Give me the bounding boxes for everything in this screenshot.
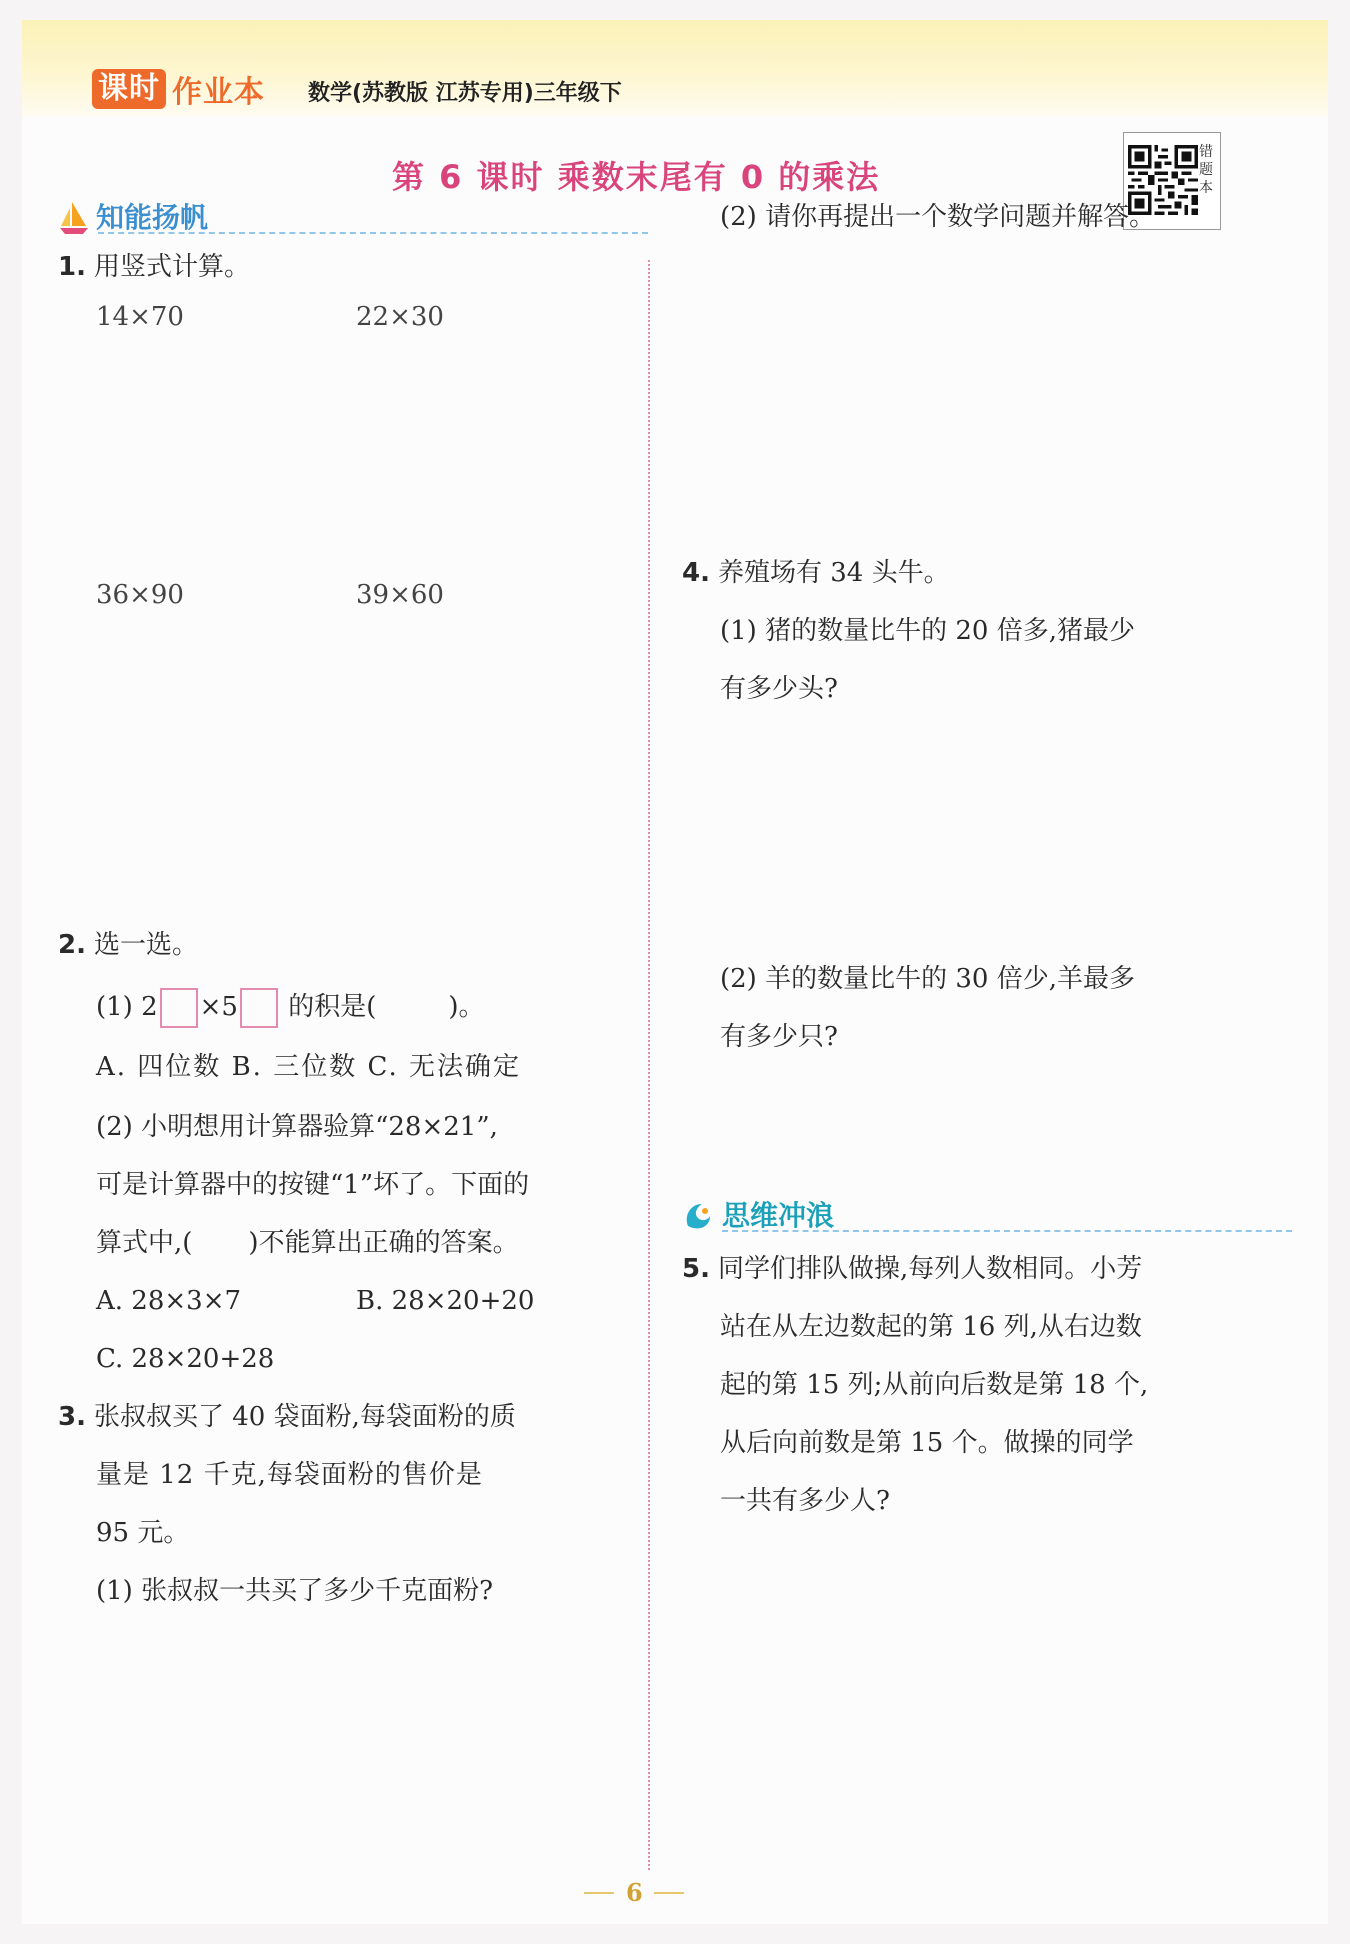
section-header-2: [682, 1190, 1292, 1234]
text-line: 张叔叔买了 40 袋面粉,每袋面粉的质: [94, 1402, 516, 1432]
brand-name: 作业本: [172, 75, 265, 110]
brand-logo: [92, 68, 265, 110]
text-line: 一共有多少人?: [720, 1486, 890, 1516]
text-line: [96, 1214, 519, 1272]
text-line: 有多少只?: [720, 1022, 838, 1052]
qr-label-char: 错: [1199, 144, 1213, 160]
text-line: 从后向前数是第 15 个。做操的同学: [720, 1428, 1134, 1458]
text-line: 量是 12 千克,每袋面粉的售价是: [96, 1460, 483, 1490]
question-number: 5.: [682, 1254, 710, 1284]
section-title: 思维冲浪: [722, 1199, 835, 1232]
text: 的积是(: [288, 992, 377, 1022]
brand-box: 课时: [92, 69, 166, 109]
workbook-page: [22, 20, 1328, 1924]
option-b: B. 28×20+20: [356, 1286, 535, 1316]
expression: 39×60: [356, 580, 444, 610]
section-underline: [98, 232, 648, 234]
text-line: 同学们排队做操,每列人数相同。小芳: [718, 1254, 1143, 1284]
qr-label-char: 题: [1199, 162, 1213, 178]
column-divider: [648, 260, 650, 1870]
text: )不能算出正确的答案。: [248, 1228, 519, 1258]
subject-label: 数学(苏教版 江苏专用)三年级下: [308, 81, 622, 106]
sailboat-icon: [58, 200, 90, 236]
question-3-part-1: (1) 张叔叔一共买了多少千克面粉?: [96, 1576, 494, 1606]
question-text: 养殖场有 34 头牛。: [718, 558, 950, 588]
answer-box[interactable]: [240, 988, 278, 1028]
question-5: [682, 1240, 1142, 1298]
lesson-title: 第 6 课时 乘数末尾有 0 的乘法: [392, 158, 881, 196]
question-number: 3.: [58, 1402, 86, 1432]
text-line: (2) 小明想用计算器验算“28×21”,: [96, 1112, 498, 1142]
question-number: 1.: [58, 252, 86, 282]
question-2-part-1: [96, 978, 485, 1036]
answer-box[interactable]: [160, 988, 198, 1028]
text-line: 可是计算器中的按键“1”坏了。下面的: [96, 1170, 530, 1200]
expression: 36×90: [96, 580, 184, 610]
option-c: C. 28×20+28: [96, 1344, 275, 1374]
question-number: 2.: [58, 930, 86, 960]
question-text: 选一选。: [94, 930, 199, 960]
text: )。: [448, 992, 485, 1022]
text: ×5: [199, 992, 238, 1022]
page-number: 6: [626, 1878, 643, 1907]
surf-wave-icon: [682, 1200, 716, 1234]
question-2: [58, 916, 198, 974]
question-3: [58, 1388, 516, 1446]
question-text: 用竖式计算。: [94, 252, 251, 282]
header-banner: [22, 20, 1328, 116]
footer-rule: [654, 1892, 684, 1894]
section-underline: [722, 1230, 1292, 1232]
text-line: (2) 羊的数量比牛的 30 倍少,羊最多: [720, 964, 1135, 994]
section-header-1: [58, 192, 648, 236]
text-line: 95 元。: [96, 1518, 190, 1548]
text-line: 站在从左边数起的第 16 列,从右边数: [720, 1312, 1142, 1342]
text: 算式中,(: [96, 1228, 193, 1258]
expression: 14×70: [96, 302, 184, 332]
text: (1) 2: [96, 992, 158, 1022]
text-line: 起的第 15 列;从前向后数是第 18 个,: [720, 1370, 1149, 1400]
question-1: [58, 238, 250, 296]
text-line: 有多少头?: [720, 674, 838, 704]
question-4: [682, 544, 950, 602]
question-3-part-2: (2) 请你再提出一个数学问题并解答。: [720, 202, 1156, 232]
question-2-options-1: A. 四位数 B. 三位数 C. 无法确定: [96, 1052, 521, 1082]
qr-label: [1196, 143, 1216, 197]
option-a: A. 28×3×7: [96, 1286, 242, 1316]
footer-rule: [584, 1892, 614, 1894]
expression: 22×30: [356, 302, 444, 332]
qr-label-char: 本: [1199, 180, 1213, 196]
question-number: 4.: [682, 558, 710, 588]
text-line: (1) 猪的数量比牛的 20 倍多,猪最少: [720, 616, 1135, 646]
section-title: 知能扬帆: [96, 201, 209, 234]
